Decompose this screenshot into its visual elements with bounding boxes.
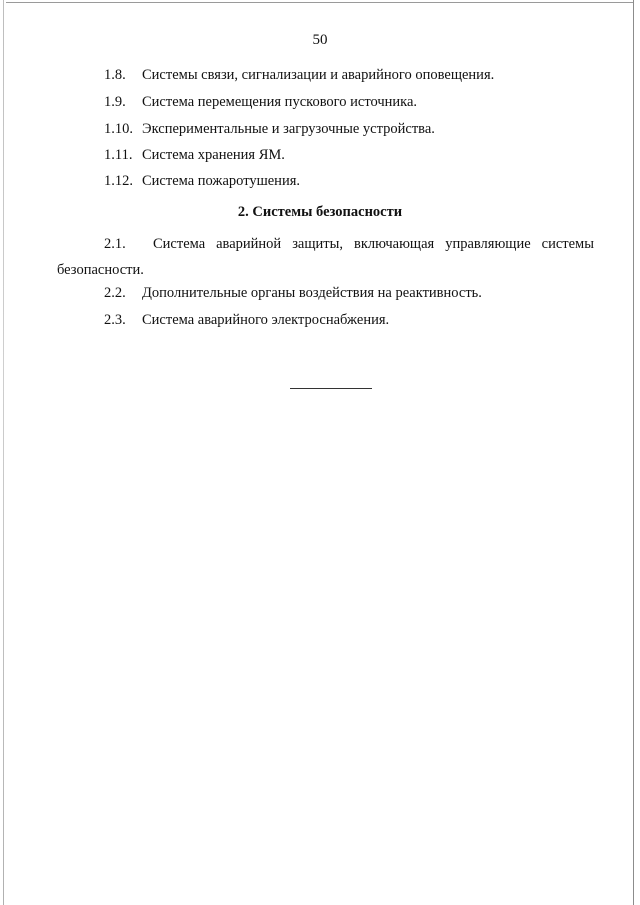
item-number: 1.9. [104, 94, 126, 110]
word: защиты, [292, 236, 343, 252]
item-text: Система пожаротушения. [142, 173, 300, 189]
list-item-1-10 [104, 121, 435, 138]
list-item-2-3 [104, 312, 389, 329]
item-number: 1.12. [104, 173, 133, 189]
justified-line [57, 231, 594, 257]
item-number: 1.8. [104, 67, 126, 83]
list-item-1-12 [104, 173, 300, 190]
continuation-line: безопасности. [57, 262, 144, 278]
list-item-1-11 [104, 147, 285, 164]
item-text: Экспериментальные и загрузочные устройства. [142, 121, 435, 137]
item-text: Системы связи, сигнализации и аварийного оповещения. [142, 67, 495, 83]
item-text: Система аварийного электроснабжения. [142, 312, 390, 328]
list-item-2-1 [57, 231, 594, 283]
section-heading: 2. Системы безопасности [237, 204, 403, 220]
word: Система [152, 236, 206, 252]
word: аварийной [216, 236, 282, 252]
scan-edge-right [633, 0, 634, 905]
scan-edge-left [3, 0, 4, 905]
list-item-2-2 [104, 285, 482, 302]
item-number: 1.11. [104, 147, 133, 163]
item-text: Дополнительные органы воздействия на реактивность. [142, 285, 482, 301]
item-number: 2.2. [104, 285, 126, 301]
item-number: 2.1. [104, 236, 126, 252]
word: системы [541, 236, 594, 252]
scan-edge-top [6, 2, 634, 3]
page-number: 50 [312, 32, 328, 48]
word: управляющие [445, 236, 531, 252]
item-text: Система перемещения пускового источника. [142, 94, 418, 110]
item-text: Система хранения ЯМ. [142, 147, 285, 163]
list-item-1-9 [104, 94, 417, 111]
item-number: 2.3. [104, 312, 126, 328]
end-separator-line [290, 388, 372, 389]
word: включающая [353, 236, 435, 252]
item-number: 1.10. [104, 121, 133, 137]
list-item-1-8 [104, 67, 494, 84]
